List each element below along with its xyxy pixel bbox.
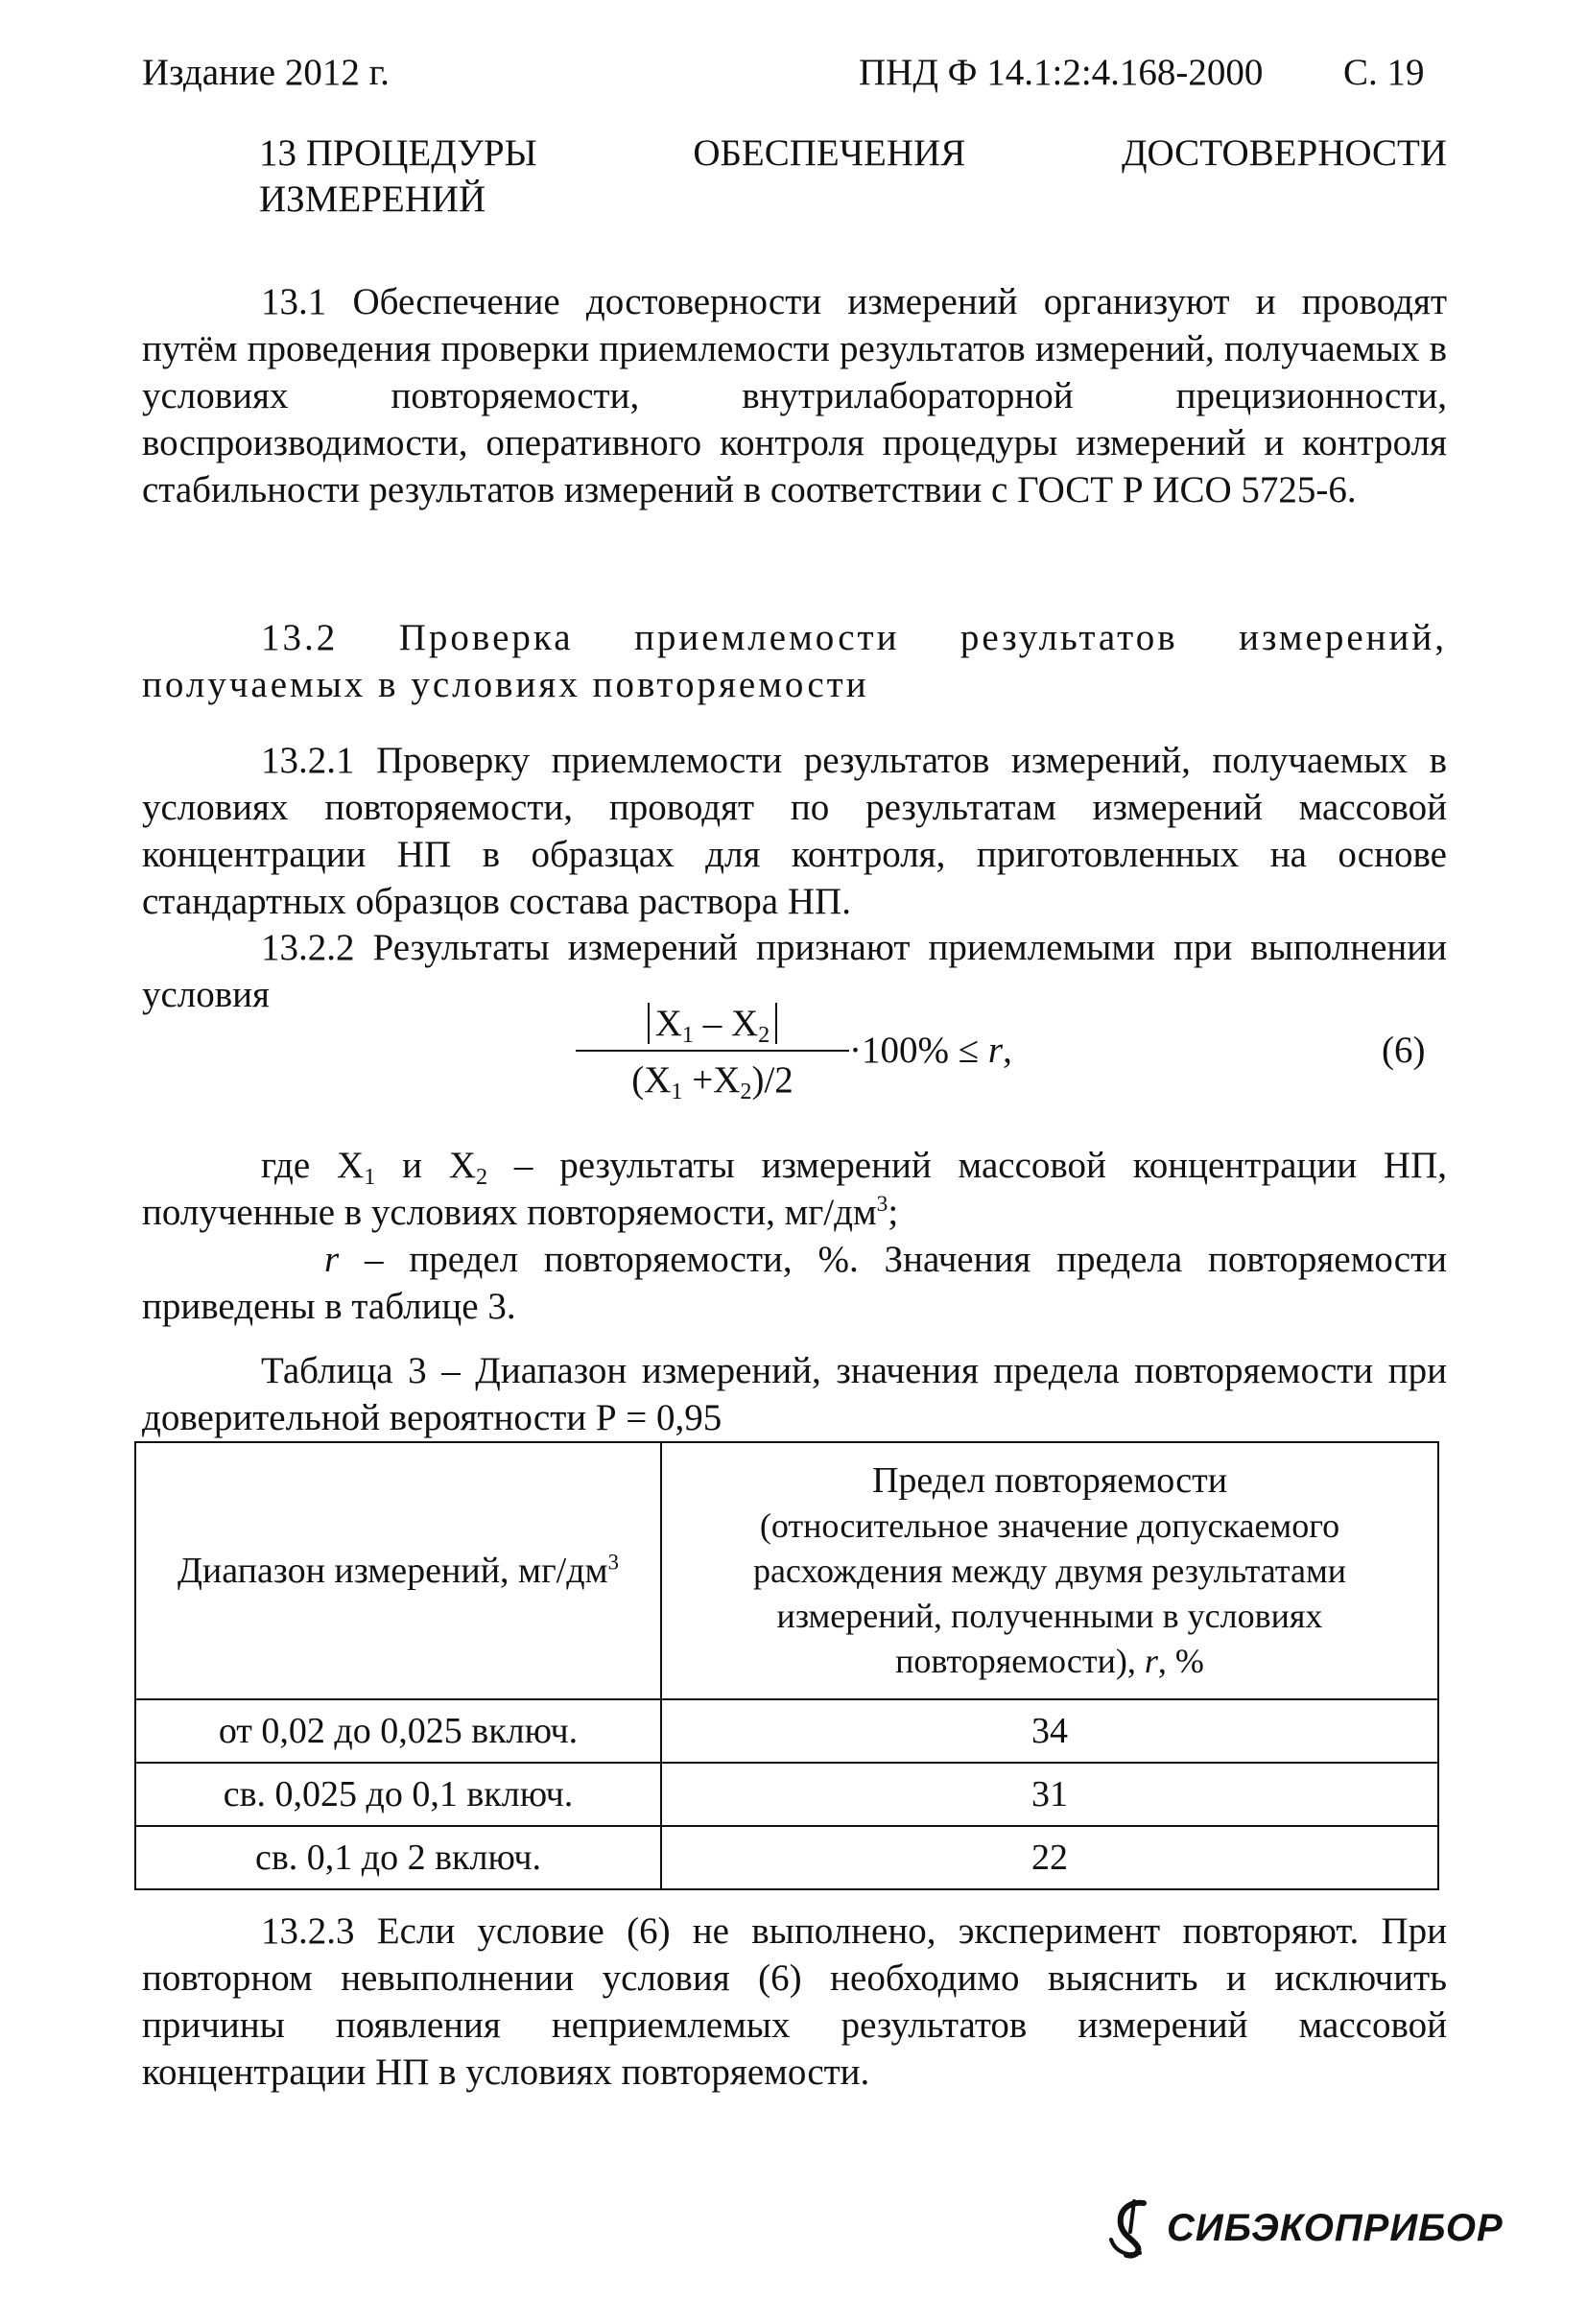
limit-cell: 34 — [661, 1699, 1438, 1763]
equation-number: (6) — [1382, 1030, 1426, 1071]
section-title-line1 — [259, 130, 1447, 177]
table-row — [135, 1826, 1438, 1889]
sibecopribor-logo-icon — [1105, 2197, 1159, 2259]
paragraph-13-2-2: 13.2.2 Результаты измерений признают приемлемыми при выполнении условия — [142, 927, 1447, 1015]
repeatability-table — [134, 1441, 1439, 1890]
table-row — [135, 1763, 1438, 1826]
limit-cell: 31 — [661, 1763, 1438, 1826]
document-code: ПНД Ф 14.1:2:4.168-2000 — [859, 52, 1264, 93]
section-title-word: ДОСТОВЕРНОСТИ — [1121, 132, 1447, 174]
table-row — [135, 1699, 1438, 1763]
section-title-line2: ИЗМЕРЕНИЙ — [259, 178, 486, 220]
formula-denominator: $(X_1 +X_2)/2$ — [631, 1059, 794, 1104]
header-repeatability-limit: Предел повторяемости (относительное значение допускаемого расхождения между двумя результатами измерений, полученными в условиях повторяемости), r, % — [661, 1442, 1438, 1699]
paragraph-13-2-1: 13.2.1 Проверку приемлемости результатов измерений, получаемых в условиях повторяемости, проводят по результатам измерений массовой концентрации НП в образцах для контроля, приготовленных на основе стандартных образцов состава раствора НП. — [142, 740, 1447, 922]
r-definition: r – предел повторяемости, %. Значения предела повторяемости приведены в таблице 3. — [142, 1239, 1447, 1327]
logo-text: СИБЭКОПРИБОР — [1167, 2206, 1504, 2249]
range-cell: св. 0,025 до 0,1 включ. — [135, 1763, 661, 1826]
formula-fraction — [576, 998, 849, 1103]
subsection-13-2-title: 13.2 Проверка приемлемости результатов измерений, получаемых в условиях повторяемости — [142, 617, 1447, 705]
page-number: С. 19 — [1343, 52, 1425, 93]
formula-numerator: $X_1 - X_2$ — [576, 998, 849, 1052]
table-caption: Таблица 3 – Диапазон измерений, значения предела повторяемости при доверительной вероятности Р = 0,95 — [142, 1350, 1447, 1438]
range-cell: св. 0,1 до 2 включ. — [135, 1826, 661, 1889]
header-range: Диапазон измерений, $мг/дм^3$ — [135, 1442, 661, 1699]
range-cell: от 0,02 до 0,025 включ. — [135, 1699, 661, 1763]
formula-tail: ·100% ≤ r, — [849, 1030, 1012, 1071]
edition-label: Издание 2012 г. — [142, 52, 390, 93]
table-header-row — [135, 1442, 1438, 1699]
paragraph-13-2-3: 13.2.3 Если условие (6) не выполнено, эксперимент повторяют. При повторном невыполнении условия (6) необходимо выяснить и исключить причины появления неприемлемых результатов измерений массовой концентрации НП в условиях повторяемости. — [142, 1910, 1447, 2093]
company-logo — [1105, 2197, 1504, 2259]
section-title-word: 13 ПРОЦЕДУРЫ — [259, 132, 537, 174]
paragraph-13-1: 13.1 Обеспечение достоверности измерений организуют и проводят путём проведения проверки приемлемости результатов измерений, получаемых в условиях повторяемости, внутрилабораторной прецизионности, воспроизводимости, оперативного контроля процедуры измерений и контроля стабильности результатов измерений в соответствии с ГОСТ Р ИСО 5725-6. — [142, 281, 1447, 510]
section-title-word: ОБЕСПЕЧЕНИЯ — [693, 132, 966, 174]
formula-6 — [576, 998, 1151, 1132]
formula-explanation: где $X_1$ и $X_2$ – результаты измерений массовой концентрации НП, полученные в условиях повторяемости, $мг/дм^3$; — [142, 1145, 1447, 1233]
section-title — [259, 130, 1447, 223]
limit-cell: 22 — [661, 1826, 1438, 1889]
